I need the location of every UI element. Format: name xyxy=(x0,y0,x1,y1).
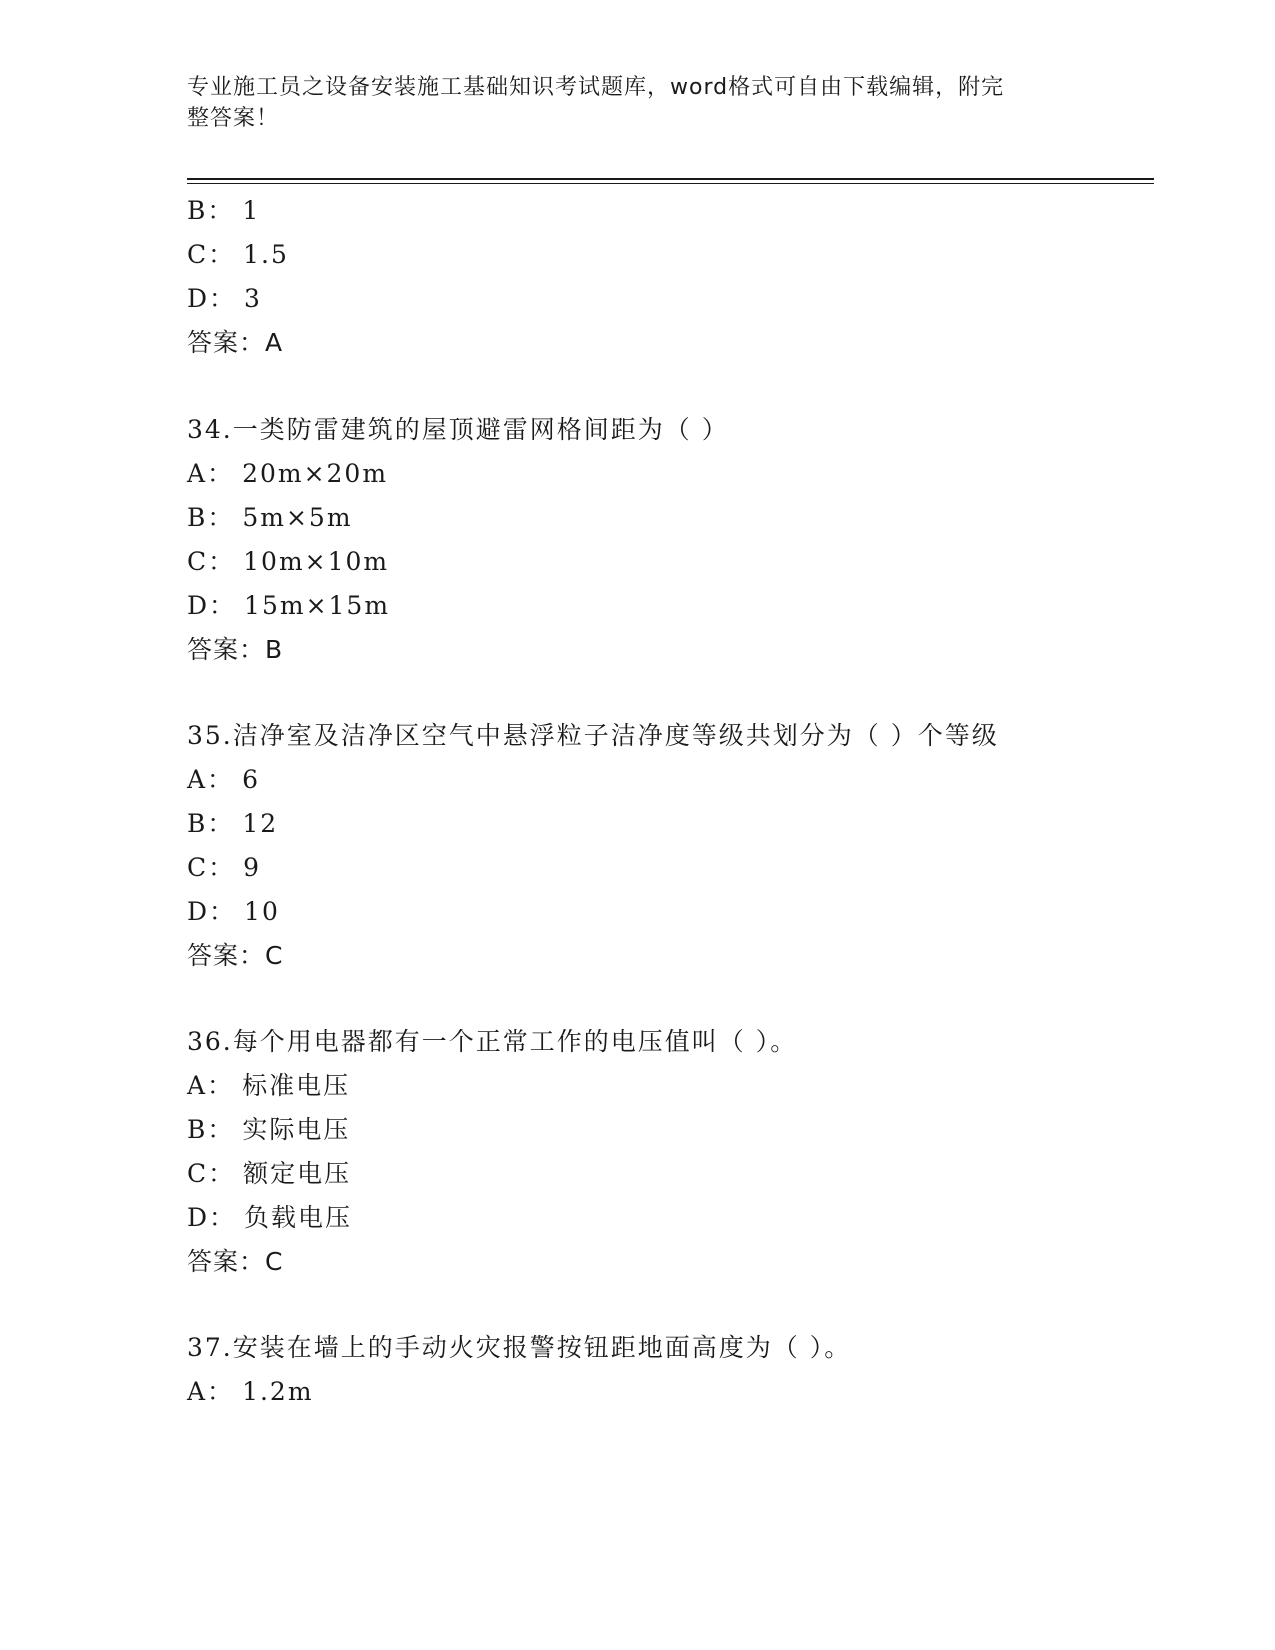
option-label: A： xyxy=(187,1377,235,1406)
option-label: B： xyxy=(187,809,235,838)
option-text: 3 xyxy=(244,284,262,313)
option-text: 15m×15m xyxy=(244,591,391,620)
option-row xyxy=(187,1159,351,1189)
option-label: D： xyxy=(187,897,237,926)
option-row xyxy=(187,1377,314,1407)
option-label: B： xyxy=(187,1115,235,1144)
option-row xyxy=(187,284,262,314)
option-row xyxy=(187,591,390,621)
option-row xyxy=(187,1203,352,1233)
header-line-1: 专业施工员之设备安装施工基础知识考试题库，word格式可自由下载编辑，附完 xyxy=(187,75,1005,100)
option-label: A： xyxy=(187,1071,235,1100)
option-label: A： xyxy=(187,765,235,794)
header-divider-thick xyxy=(187,178,1154,180)
option-row xyxy=(187,897,280,927)
option-label: C： xyxy=(187,1159,236,1188)
option-label: A： xyxy=(187,459,235,488)
option-row xyxy=(187,765,260,795)
header-line-2: 整答案！ xyxy=(187,106,280,131)
option-text: 实际电压 xyxy=(242,1115,351,1144)
option-text: 额定电压 xyxy=(243,1159,352,1188)
header-divider-thin xyxy=(187,183,1154,184)
option-label: C： xyxy=(187,547,236,576)
option-label: D： xyxy=(187,284,237,313)
question-stem: 37.安装在墙上的手动火灾报警按钮距地面高度为（ ）。 xyxy=(187,1333,852,1362)
option-row xyxy=(187,196,260,226)
option-text: 5m×5m xyxy=(242,503,353,532)
option-row xyxy=(187,240,289,270)
option-row xyxy=(187,547,389,577)
option-text: 1.5 xyxy=(243,240,289,269)
option-row xyxy=(187,1115,350,1145)
option-row xyxy=(187,1071,350,1101)
question-stem: 35.洁净室及洁净区空气中悬浮粒子洁净度等级共划分为（ ）个等级 xyxy=(187,721,999,750)
answer-line: 答案：C xyxy=(187,941,284,970)
option-text: 负载电压 xyxy=(244,1203,353,1232)
option-text: 20m×20m xyxy=(242,459,389,488)
option-row xyxy=(187,809,278,839)
option-text: 9 xyxy=(243,853,262,882)
option-row xyxy=(187,853,261,883)
option-text: 10 xyxy=(244,897,280,926)
question-stem: 36.每个用电器都有一个正常工作的电压值叫（ ）。 xyxy=(187,1027,798,1056)
option-row xyxy=(187,503,353,533)
option-text: 1 xyxy=(242,196,261,225)
option-row xyxy=(187,459,388,489)
option-text: 6 xyxy=(242,765,260,794)
option-label: D： xyxy=(187,1203,237,1232)
option-label: C： xyxy=(187,240,236,269)
answer-line: 答案：B xyxy=(187,635,284,664)
answer-line: 答案：C xyxy=(187,1247,284,1276)
option-text: 10m×10m xyxy=(243,547,390,576)
option-text: 1.2m xyxy=(242,1377,314,1406)
answer-line: 答案：A xyxy=(187,328,284,357)
option-text: 12 xyxy=(242,809,279,838)
option-label: D： xyxy=(187,591,237,620)
option-label: C： xyxy=(187,853,236,882)
document-header xyxy=(187,72,1067,134)
option-label: B： xyxy=(187,196,235,225)
option-label: B： xyxy=(187,503,235,532)
question-stem: 34.一类防雷建筑的屋顶避雷网格间距为（ ） xyxy=(187,415,729,444)
option-text: 标准电压 xyxy=(242,1071,351,1100)
